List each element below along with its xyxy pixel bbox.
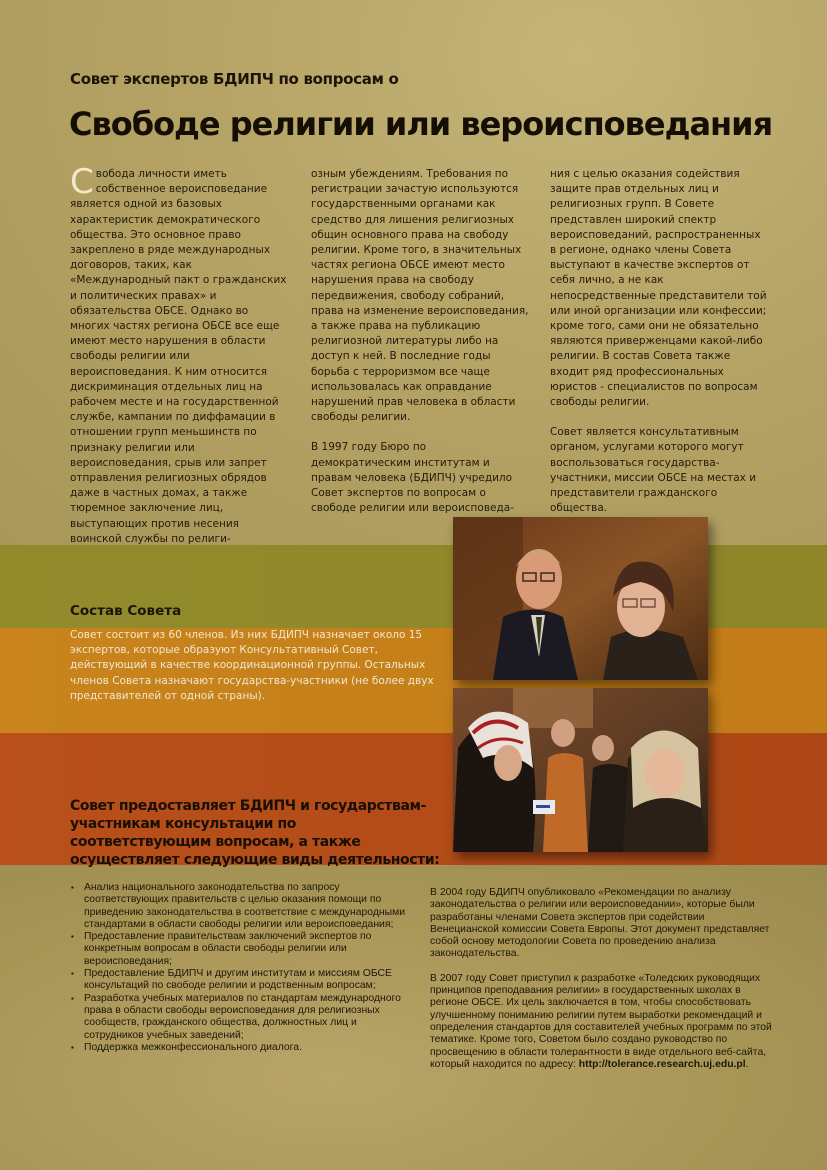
- right-paragraph-2: [430, 973, 775, 1071]
- list-item: ▪ Анализ национального законодательства по запросу соответствующих правительств с целью оказания помощи по приведению законодательства в соответствие с международными стандартами в области свободы религии или вероисповедания;: [70, 882, 410, 931]
- intro-column-3: [550, 167, 768, 531]
- photo-conference-participants-image: [453, 688, 708, 852]
- intro-col3-paragraph-1: ния с целью оказания содействия защите прав отдельных лиц и религиозных групп. В Совете представлен широкий спектр вероисповеданий, распространенных в регионе, однако члены Совета выступают в качестве экспертов от себя лично, а не как непосредственные представители той или иной организации или конфессии; кроме того, сами они не обязательно являются приверженцами какой-либо религии. В состав Совета также входит ряд профессиональных юристов - специалистов по вопросам свободы религии.: [550, 168, 767, 409]
- right-paragraph-2-end: .: [745, 1058, 749, 1070]
- list-item: ▪ Предоставление БДИПЧ и другим институтам и миссиям ОБСЕ консультаций по свободе религии и родственным вопросам;: [70, 968, 410, 993]
- intro-col2-paragraph-1: озным убеждениям. Требования по регистрации зачастую используются государственными органами как средство для лишения религиозных общин основного права на свободу религии. Кроме того, в значительных частях региона ОБСЕ имеют место нарушения права на свободу передвижения, свободу собраний, права на изменение вероисповедания, а также права на публикацию религиозной литературы либо на доступ к ней. В последние годы борьба с терроризмом все чаще использовалась как оправдание нарушений прав человека в области свободы религии.: [311, 168, 529, 424]
- list-item: ▪ Поддержка межконфессионального диалога.: [70, 1042, 410, 1054]
- tolerance-website-link[interactable]: http://tolerance.research.uj.edu.pl: [578, 1058, 746, 1070]
- activities-lead: Совет предоставляет БДИПЧ и государствам-участникам консультации по соответствующим вопросам, а также осуществляет следующие виды деятельности:: [70, 798, 440, 868]
- intro-col1-text: вобода личности иметь собственное вероисповедание является одной из базовых характеристик демократического общества. Это основное право закреплено в ряде международных договоров, таких, как «Международный пакт о гражданских и политических правах» и обязательства ОБСЕ. Однако во многих частях региона ОБСЕ все еще имеют место нарушения в области свободы религии или вероисповедания. К ним относится дискриминация отдельных лиц на рабочем месте и на государственной службе, кампании по диффамации в отношении групп меньшинств по признаку религии или вероисповедания, срыв или запрет отправления религиозных обрядов даже в частных домах, а также тюремное заключение лиц, выступающих против несения воинской службы по религи-: [70, 168, 287, 545]
- council-composition-heading: Состав Совета: [70, 603, 182, 619]
- intro-col2-paragraph-2: В 1997 году Бюро по демократическим институтам и правам человека (БДИПЧ) учредило Совет экспертов по вопросам о свободе религии или вероисповеда-: [311, 441, 514, 515]
- page-title: Свободе религии или вероисповедания: [69, 105, 773, 143]
- activities-list: [70, 882, 410, 1054]
- intro-col3-paragraph-2: Совет является консультативным органом, услугами которого могут воспользоваться государства-участники, миссии ОБСЕ на местах и представители гражданского общества.: [550, 426, 757, 515]
- page-kicker: Совет экспертов БДИПЧ по вопросам о: [70, 70, 399, 88]
- photo-experts-discussion-image: [453, 517, 708, 680]
- list-item: ▪ Разработка учебных материалов по стандартам международного права в области свободы вероисповедания для религиозных сообществ, гражданского общества, должностных лиц и сотрудников учебных заведений;: [70, 993, 410, 1042]
- council-composition-text: Совет состоит из 60 членов. Из них БДИПЧ назначает около 15 экспертов, которые образуют Консультативный Совет, действующий в качестве координационной группы. Остальных членов Совета назначают государства-участники (не более двух представителей от одной страны).: [70, 629, 434, 702]
- list-item: ▪ Предоставление правительствам заключений экспертов по конкретным вопросам в области свободы религии или вероисповедания;: [70, 931, 410, 968]
- dropcap: С: [70, 162, 94, 202]
- intro-column-1: [70, 162, 288, 562]
- right-paragraph-2-text: В 2007 году Совет приступил к разработке «Толедских руководящих принципов преподавания религии» в государственных школах в регионе ОБСЕ. Их цель заключается в том, чтобы способствовать улучшенному пониманию религии путем выработки рекомендаций и определения стандартов для составителей учебных программ по этой тематике. Кроме того, Советом было создано руководство по просвещению в области толерантности в виде отдельного веб-сайта, который находится по адресу:: [430, 972, 772, 1070]
- photo-conference-participants: [453, 688, 708, 852]
- intro-column-2: [311, 167, 529, 531]
- photo-experts-discussion: [453, 517, 708, 680]
- right-paragraph-1: В 2004 году БДИПЧ опубликовало «Рекомендации по анализу законодательства о религии или вероисповедании», которые были разработаны членами Совета экспертов при содействии Венецианской комиссии Совета Европы. Этот документ представляет собой основу методологии Совета по проведению анализа законодательства.: [430, 887, 770, 960]
- right-column: [430, 887, 775, 1083]
